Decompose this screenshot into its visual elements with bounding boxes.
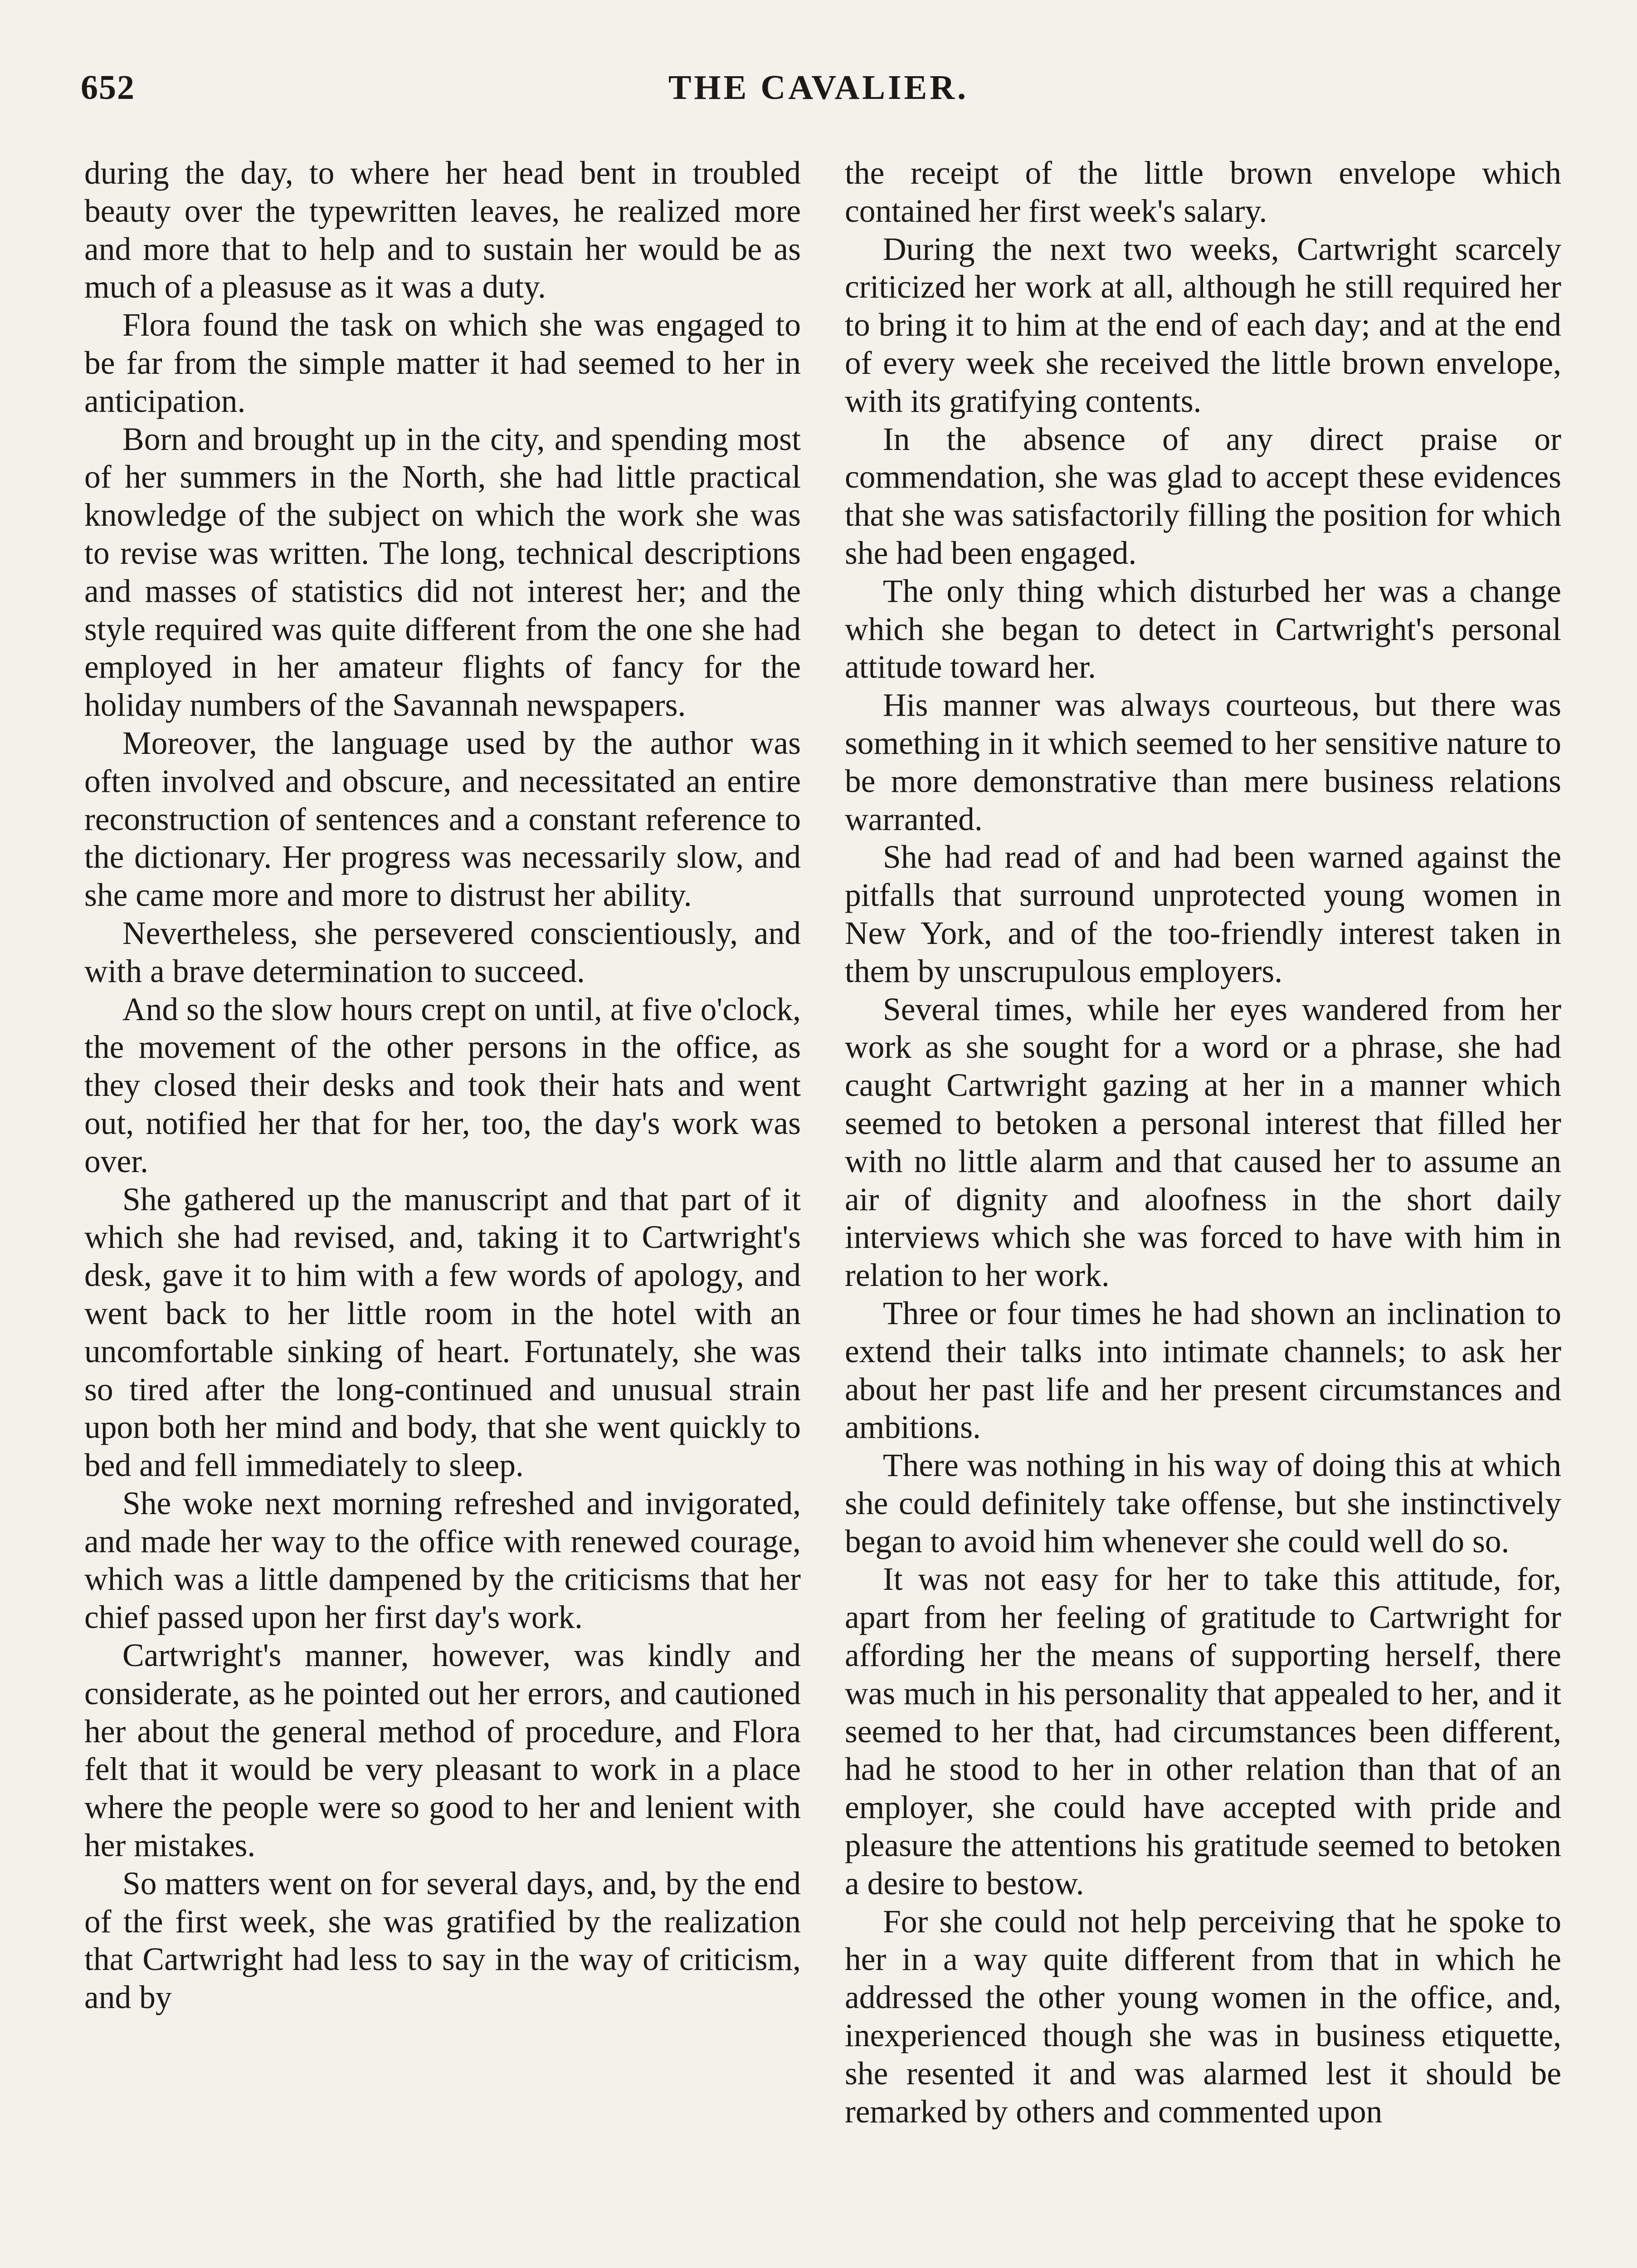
right-column [845,154,1561,2131]
paragraph: the receipt of the little brown envelope which contained her first week's salary. [845,155,1561,229]
paragraph: In the absence of any direct praise or commendation, she was glad to accept these evidences that she was satisfactorily filling the position for which she had been engaged. [845,421,1561,571]
page-number: 652 [81,68,135,107]
page-header [0,68,1637,122]
paragraph: For she could not help perceiving that he spoke to her in a way quite different from that in which he addressed the other young women in the office, and, inexperienced though she was in business etiquette, she resented it and was alarmed lest it should be remarked by others and commented upon [845,1903,1561,2130]
paragraph: Nevertheless, she persevered conscientiously, and with a brave determination to succeed. [84,915,801,989]
paragraph: She woke next morning refreshed and invigorated, and made her way to the office with renewed courage, which was a little dampened by the criticisms that her chief passed upon her first day's work. [84,1485,801,1636]
paragraph: Several times, while her eyes wandered from her work as she sought for a word or a phrase, she had caught Cartwright gazing at her in a manner which seemed to betoken a personal interest that filled her with no little alarm and that caused her to assume an air of dignity and aloofness in the short daily interviews which she was forced to have with him in relation to her work. [845,991,1561,1294]
paragraph: His manner was always courteous, but there was something in it which seemed to her sensitive nature to be more demonstrative than mere business relations warranted. [845,687,1561,837]
running-head: THE CAVALIER. [668,68,969,107]
paragraph: Moreover, the language used by the author was often involved and obscure, and necessitated an entire reconstruction of sentences and a constant reference to the dictionary. Her progress was necessarily slow, and she came more and more to distrust her ability. [84,725,801,914]
paragraph: Cartwright's manner, however, was kindly and considerate, as he pointed out her errors, and cautioned her about the general method of procedure, and Flora felt that it would be very pleasant to work in a place where the people were so good to her and lenient with her mistakes. [84,1637,801,1864]
paragraph: And so the slow hours crept on until, at five o'clock, the movement of the other persons in the office, as they closed their desks and took their hats and went out, notified her that for her, too, the day's work was over. [84,991,801,1179]
paragraph: It was not easy for her to take this attitude, for, apart from her feeling of gratitude to Cartwright for affording her the means of supporting herself, there was much in his personality that appealed to her, and it seemed to her that, had circumstances been different, had he stood to her in other relation than that of an employer, she could have accepted with pride and pleasure the attentions his gratitude seemed to betoken a desire to bestow. [845,1561,1561,1901]
left-column [84,154,801,2017]
paragraph: So matters went on for several days, and, by the end of the first week, she was gratified by the realization that Cartwright had less to say in the way of criticism, and by [84,1865,801,2016]
paragraph: The only thing which disturbed her was a change which she began to detect in Cartwright's personal attitude toward her. [845,573,1561,685]
paragraph: There was nothing in his way of doing this at which she could definitely take offense, but she instinctively began to avoid him whenever she could well do so. [845,1447,1561,1559]
paragraph: She had read of and had been warned against the pitfalls that surround unprotected young women in New York, and of the too-friendly interest taken in them by unscrupulous employers. [845,839,1561,989]
paragraph: During the next two weeks, Cartwright scarcely criticized her work at all, although he still required her to bring it to him at the end of each day; and at the end of every week she received the little brown envelope, with its gratifying contents. [845,231,1561,419]
paragraph: Born and brought up in the city, and spending most of her summers in the North, she had little practical knowledge of the subject on which the work she was to revise was written. The long, technical descriptions and masses of statistics did not interest her; and the style required was quite different from the one she had employed in her amateur flights of fancy for the holiday numbers of the Savannah newspapers. [84,421,801,723]
paragraph: Flora found the task on which she was engaged to be far from the simple matter it had seemed to her in anticipation. [84,307,801,419]
paragraph: during the day, to where her head bent in troubled beauty over the typewritten leaves, he realized more and more that to help and to sustain her would be as much of a pleasuse as it was a duty. [84,155,801,305]
paragraph: Three or four times he had shown an inclination to extend their talks into intimate channels; to ask her about her past life and her present circumstances and ambitions. [845,1295,1561,1446]
paragraph: She gathered up the manuscript and that part of it which she had revised, and, taking it to Cartwright's desk, gave it to him with a few words of apology, and went back to her little room in the hotel with an uncomfortable sinking of heart. Fortunately, she was so tired after the long-continued and unusual strain upon both her mind and body, that she went quickly to bed and fell immediately to sleep. [84,1181,801,1484]
